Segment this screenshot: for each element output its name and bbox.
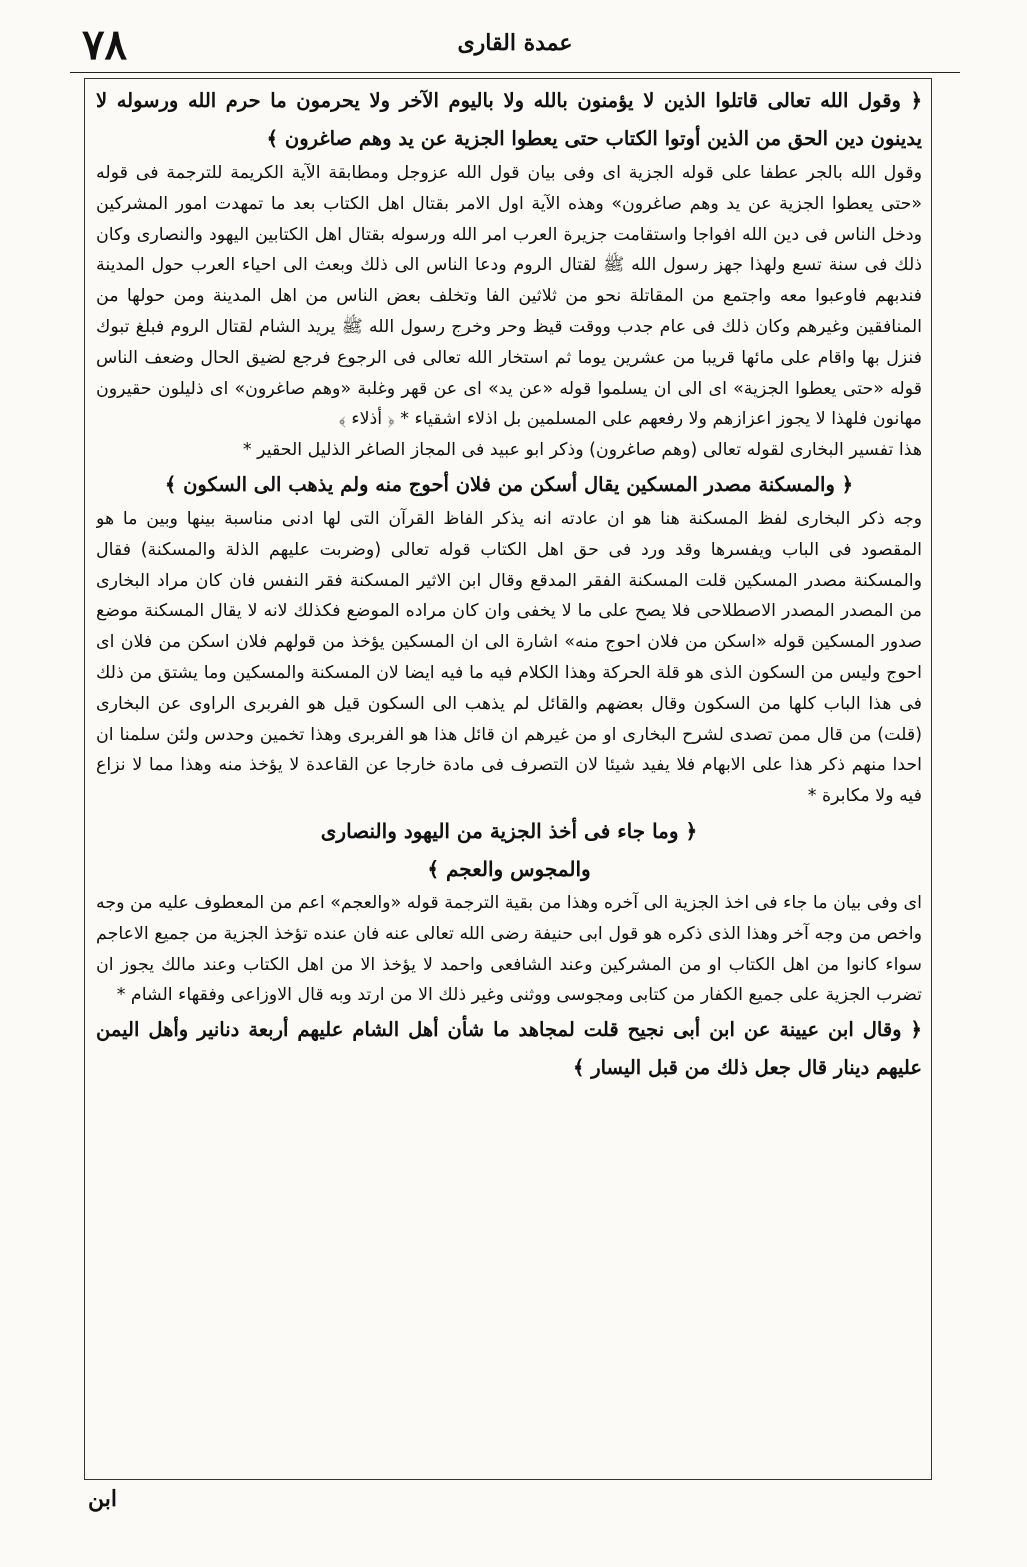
commentary-paragraph: وجه ذكر البخارى لفظ المسكنة هنا هو ان عادته انه يذكر الفاظ القرآن التى لها ادنى مناسبة بينها وبين ما هو المقصود فى الباب ويفسرها وقد ورد فى حق اهل الكتاب قوله تعالى (وضربت عليهم الذلة والمسكنة) فقال والمسكنة مصدر المسكين قلت المسكنة الفقر المدقع وقال ابن الاثير المسكنة فقر النفس فان كان مراد البخارى من المصدر المصدر الاصطلاحى فلا يصح على ما لا يخفى وان كان مراده الموضع فكذلك لانه لا يقال المسكنة موضع صدور المسكين قوله «اسكن من فلان احوج منه» اشارة الى ان المسكين يؤخذ من قولهم فلان اسكن من فلان اى احوج وليس من السكون الذى هو قلة الحركة وهذا الكلام فيه ما فيه ايضا لان المسكنة والمسكين وما يشتق من ذلك فى هذا الباب كلها من السكون وقال بعضهم والقائل لم يذهب الى السكون قيل هو الفربرى الراوى عن البخارى (قلت) من قال ممن تصدى لشرح البخارى او من غيرهم ان قائل هذا هو الفربرى وهذا تخمين وحدس ولئن سلمنا ان احدا منهم ذكر هذا على الابهام فلا يفيد شيئا لان التصرف فى مادة خارجا عن القاعدة لا يؤخذ منه وهذا مما لا نزاع فيه ولا مكابرة * <box>96 508 922 807</box>
chapter-heading: ﴿ وما جاء فى أخذ الجزية من اليهود والنصارى <box>320 818 698 843</box>
commentary-paragraph: اى وفى بيان ما جاء فى اخذ الجزية الى آخره وهذا من بقية الترجمة قوله «والعجم» اعم من المعطوف عليه من وجه واخص من وجه آخر وهذا الذى ذكره هو قول ابى حنيفة رضى الله تعالى عنه فان عنده تؤخذ الجزية من جميع الاعاجم سواء كانوا من اهل الكتاب او من المشركين وعند الشافعى واحمد لا يؤخذ الا من اهل الكتاب وعند مالك يجوز ان تضرب الجزية على جميع الكفار من كتابى ومجوسى ووثنى وغير ذلك الا من ارتد وبه قال الاوزاعى وفقهاء الشام * <box>96 892 922 1006</box>
main-text <box>96 82 922 1478</box>
commentary-paragraph: وقول الله بالجر عطفا على قوله الجزية اى وفى بيان قول الله عزوجل ومطابقة الآية الكريمة للترجمة فى قوله «حتى يعطوا الجزية عن يد وهم صاغرون» وهذه الآية اول الامر بقتال اهل الكتاب بعد ما تمهدت امور المشركين ودخل الناس فى دين الله افواجا واستقامت جزيرة العرب امر الله ورسوله بقتال اهل الكتابين اليهود والنصارى وكان ذلك فى سنة تسع ولهذا جهز رسول الله ﷺ لقتال الروم ودعا الناس الى ذلك وبعث الى احياء العرب حول المدينة فندبهم فاوعبوا معه واجتمع من المقاتلة نحو من ثلاثين الفا وتخلف بعض الناس من اهل المدينة ومن حولها من المنافقين وغيرهم وكان ذلك فى عام جدب ووقت قيظ وحر وخرج رسول الله ﷺ يريد الشام لقتال الروم فبلغ تبوك فنزل بها واقام على مائها قريبا من عشرين يوما ثم استخار الله تعالى فى الرجوع فرجع لضيق الحال وضعف الناس قوله «حتى يعطوا الجزية» اى الى ان يسلموا قوله «عن يد» اى عن قهر وغلبة «وهم صاغرون» اى ذليلون حقيرون مهانون فلهذا لا يجوز اعزازهم ولا رفعهم على المسلمين بل اذلاء اشقياء * ﴿ أذلاء ﴾ <box>96 163 922 430</box>
catchword: ابن <box>88 1486 117 1512</box>
commentary-paragraph: هذا تفسير البخارى لقوله تعالى (وهم صاغرون) وذكر ابو عبيد فى المجاز الصاغر الذليل الحقير * <box>242 440 922 461</box>
quran-verse-quote: ﴿ وقول الله تعالى قاتلوا الذين لا يؤمنون بالله ولا باليوم الآخر ولا يحرمون ما حرم الله ورسوله لا يدينون دين الحق من الذين أوتوا الكتاب حتى يعطوا الجزية عن يد وهم صاغرون ﴾ <box>96 89 922 150</box>
running-title: عمدة القارى <box>457 30 573 56</box>
page-header <box>70 22 960 73</box>
bukhari-quote: ﴿ والمسكنة مصدر المسكين يقال أسكن من فلان أحوج منه ولم يذهب الى السكون ﴾ <box>164 472 854 496</box>
chapter-heading-continued: والمجوس والعجم ﴾ <box>427 856 591 881</box>
hadith-quote: ﴿ وقال ابن عيينة عن ابن أبى نجيح قلت لمجاهد ما شأن أهل الشام عليهم أربعة دنانير وأهل اليمن عليهم دينار قال جعل ذلك من قبل اليسار ﴾ <box>96 1018 922 1080</box>
page-number: ٧٨ <box>82 20 128 69</box>
